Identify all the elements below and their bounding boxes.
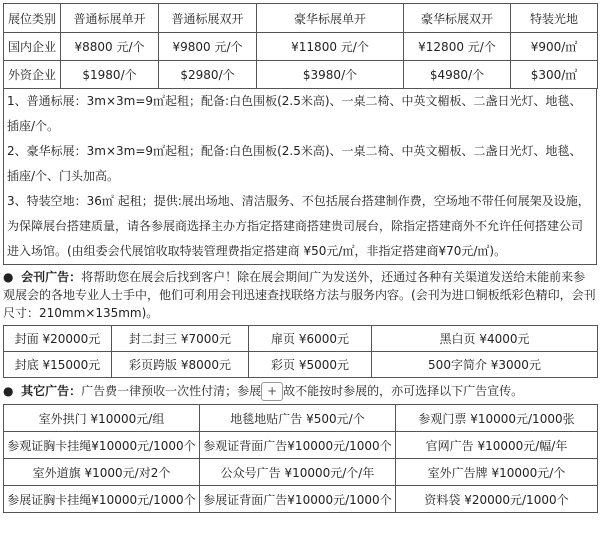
table-row <box>4 405 598 432</box>
bullet-icon: ● <box>3 384 14 398</box>
table-row <box>4 61 598 89</box>
section-text: 广告费一律预收一次性付清；参展 <box>81 384 262 398</box>
table-cell: 彩页 ¥5000元 <box>249 352 372 378</box>
table-cell: 参展证背面广告¥10000元/1000个 <box>200 486 396 513</box>
table-cell: 室外广告牌 ¥10000元/个 <box>396 459 598 486</box>
booth-notes <box>3 89 597 265</box>
table-cell: 外资企业 <box>4 61 61 89</box>
table-row <box>4 486 598 513</box>
table-cell: 国内企业 <box>4 33 61 61</box>
note-standard: 1、普通标展：3m×3m=9㎡起租；配备:白色围板(2.5米高)、一桌二椅、中英文楣板、二盏日光灯、地毯、插座/个。 <box>7 94 582 133</box>
table-row <box>4 33 598 61</box>
table-cell: $4980/个 <box>404 61 511 89</box>
plus-button[interactable]: + <box>261 382 283 401</box>
table-cell: ¥8800 元/个 <box>61 33 159 61</box>
table-cell: ¥900/㎡ <box>511 33 598 61</box>
table-cell: 500字简介 ¥3000元 <box>372 352 598 378</box>
bullet-icon: ● <box>3 270 14 284</box>
table-cell: 室外拱门 ¥10000元/组 <box>4 405 200 432</box>
table-header-row <box>4 4 598 33</box>
table-cell: 参展证胸卡挂绳¥10000元/1000个 <box>4 486 200 513</box>
booth-price-table <box>3 3 598 89</box>
section-text: 将帮助您在展会后找到客户！除在展会期间广为发送外，还通过各种有关渠道发送给未能前来参观展会的各地专业人士手中，他们可利用会刊迅速查找联络方法与服务内容。(会刊为进口铜板纸彩色精印，会刊尺寸：210mm×135mm)。 <box>3 270 596 320</box>
table-cell: $300/㎡ <box>511 61 598 89</box>
header-cell: 普通标展双开 <box>159 4 257 33</box>
table-cell: 参观证背面广告¥10000元/1000个 <box>200 432 396 459</box>
header-cell: 豪华标展单开 <box>257 4 404 33</box>
header-cell: 展位类别 <box>4 4 61 33</box>
table-cell: 封面 ¥20000元 <box>4 326 112 352</box>
header-cell: 特装光地 <box>511 4 598 33</box>
table-cell: $2980/个 <box>159 61 257 89</box>
catalog-ad-section <box>3 268 597 322</box>
header-cell: 豪华标展双开 <box>404 4 511 33</box>
table-cell: 资料袋 ¥20000元/1000个 <box>396 486 598 513</box>
section-text: 故不能按时参展的，亦可选择以下广告宣传。 <box>283 384 524 398</box>
table-cell: ¥9800 元/个 <box>159 33 257 61</box>
table-cell: $3980/个 <box>257 61 404 89</box>
table-cell: 地毯地贴广告 ¥500元/个 <box>200 405 396 432</box>
table-cell: 参观门票 ¥10000元/1000张 <box>396 405 598 432</box>
table-row <box>4 432 598 459</box>
catalog-ad-table <box>3 325 598 378</box>
table-row <box>4 459 598 486</box>
table-cell: 室外道旗 ¥1000元/对2个 <box>4 459 200 486</box>
table-cell: 彩页跨版 ¥8000元 <box>112 352 249 378</box>
table-cell: 官网广告 ¥10000元/幅/年 <box>396 432 598 459</box>
section-title: 其它广告： <box>21 384 82 398</box>
other-ad-table <box>3 404 598 513</box>
table-cell: 封底 ¥15000元 <box>4 352 112 378</box>
table-cell: 参观证胸卡挂绳¥10000元/1000个 <box>4 432 200 459</box>
note-raw-space: 3、特装空地：36㎡ 起租；提供:展出场地、清洁服务、不包括展台搭建制作费，空场地不带任何展架及设施，为保障展台搭建质量，请各参展商选择主办方指定搭建商搭建贵司展台，除指定搭建商外不允许任何搭建公司进入场馆。(由组委会代展馆收取特装管理费指定搭建商 ¥50元/㎡，非指定搭建商¥70元/㎡)。 <box>7 194 590 258</box>
table-cell: 公众号广告 ¥10000元/个/年 <box>200 459 396 486</box>
header-cell: 普通标展单开 <box>61 4 159 33</box>
section-title: 会刊广告： <box>21 270 82 284</box>
note-deluxe: 2、豪华标展：3m×3m=9㎡起租；配备:白色围板(2.5米高)、一桌二椅、中英文楣板、二盏日光灯、地毯、插座/个、门头加高。 <box>7 144 582 183</box>
table-cell: 扉页 ¥6000元 <box>249 326 372 352</box>
table-cell: ¥12800 元/个 <box>404 33 511 61</box>
table-row <box>4 352 598 378</box>
table-cell: 封二封三 ¥7000元 <box>112 326 249 352</box>
table-row <box>4 326 598 352</box>
table-cell: $1980/个 <box>61 61 159 89</box>
other-ad-section <box>3 381 597 401</box>
table-cell: 黑白页 ¥4000元 <box>372 326 598 352</box>
table-cell: ¥11800 元/个 <box>257 33 404 61</box>
